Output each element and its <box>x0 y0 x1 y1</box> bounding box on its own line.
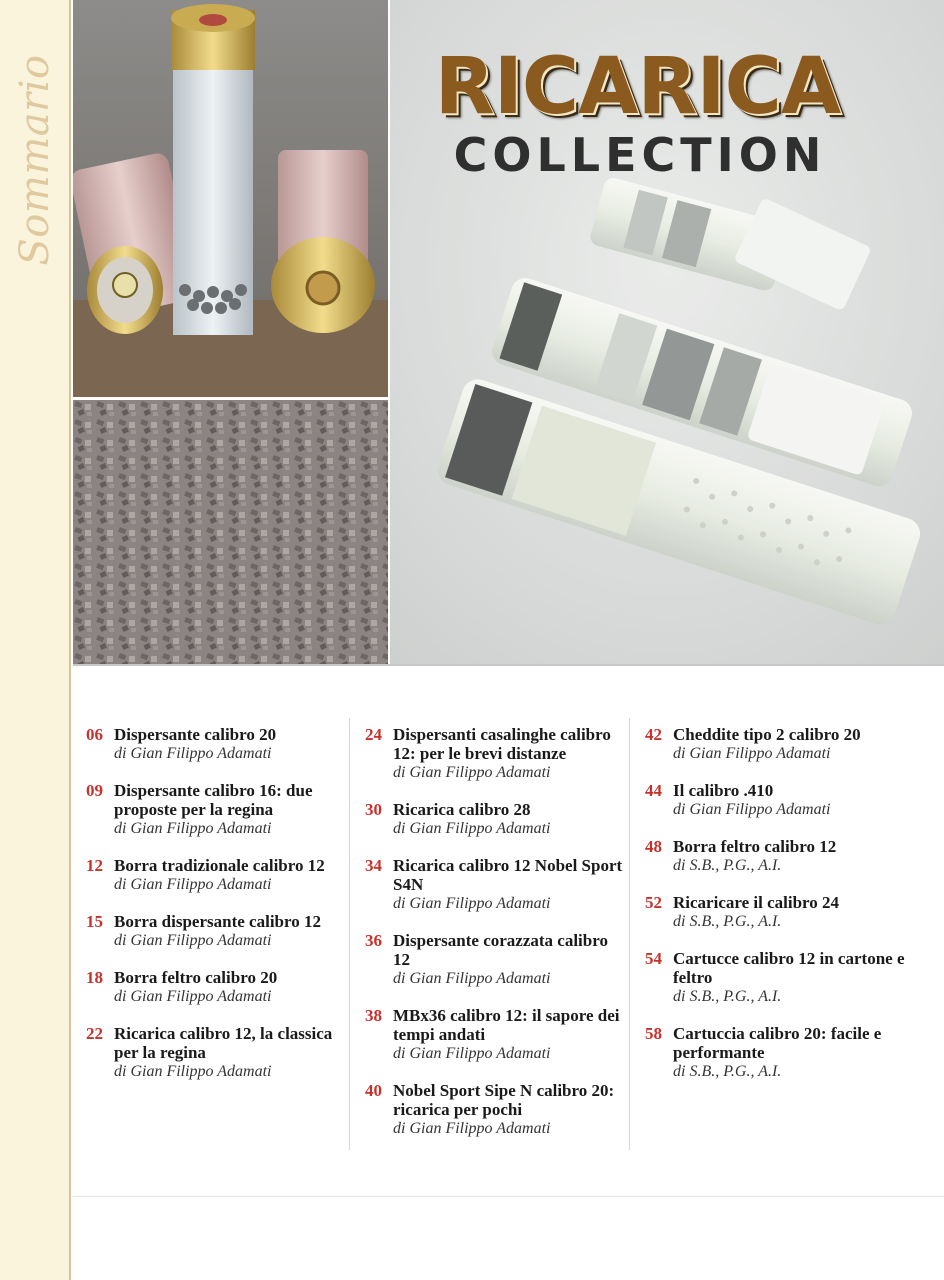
toc-entry[interactable] <box>365 725 627 782</box>
page-number: 22 <box>86 1024 103 1043</box>
toc-entry[interactable] <box>365 1006 627 1063</box>
article-author: di Gian Filippo Adamati <box>114 820 272 837</box>
page-number: 36 <box>365 931 382 950</box>
page-number: 34 <box>365 856 382 875</box>
article-author: di Gian Filippo Adamati <box>393 895 551 912</box>
page-number: 15 <box>86 912 103 931</box>
toc-entry[interactable] <box>86 781 348 838</box>
article-title: Dispersante calibro 16: due proposte per la regina <box>114 781 313 819</box>
magazine-subtitle: COLLECTION <box>453 128 827 182</box>
magazine-title: RICARICA <box>434 42 841 132</box>
toc-entry[interactable] <box>645 725 907 763</box>
page-number: 12 <box>86 856 103 875</box>
article-author: di Gian Filippo Adamati <box>673 745 831 762</box>
article-title: Cartucce calibro 12 in cartone e feltro <box>673 949 905 987</box>
toc-entry[interactable] <box>645 893 907 931</box>
toc-entry[interactable] <box>645 1024 907 1081</box>
page-number: 40 <box>365 1081 382 1100</box>
toc-column-2 <box>365 725 627 1156</box>
article-author: di Gian Filippo Adamati <box>114 745 272 762</box>
powder-photo <box>73 400 388 664</box>
article-author: di Gian Filippo Adamati <box>114 988 272 1005</box>
article-author: di Gian Filippo Adamati <box>114 1063 272 1080</box>
toc-entry[interactable] <box>365 856 627 913</box>
article-author: di Gian Filippo Adamati <box>393 764 551 781</box>
article-author: di Gian Filippo Adamati <box>114 932 272 949</box>
page-number: 42 <box>645 725 662 744</box>
column-divider <box>349 718 350 1150</box>
page-number: 44 <box>645 781 662 800</box>
page-number: 48 <box>645 837 662 856</box>
page-number: 18 <box>86 968 103 987</box>
article-title: MBx36 calibro 12: il sapore dei tempi andati <box>393 1006 620 1044</box>
article-title: Il calibro .410 <box>673 781 774 800</box>
page-number: 52 <box>645 893 662 912</box>
toc-entry[interactable] <box>86 725 348 763</box>
article-title: Cartuccia calibro 20: facile e performante <box>673 1024 882 1062</box>
article-title: Borra feltro calibro 20 <box>114 968 278 987</box>
sidebar <box>0 0 71 1280</box>
article-author: di S.B., P.G., A.I. <box>673 913 782 930</box>
article-title: Nobel Sport Sipe N calibro 20: ricarica per pochi <box>393 1081 615 1119</box>
article-title: Dispersante corazzata calibro 12 <box>393 931 608 969</box>
article-title: Ricarica calibro 28 <box>393 800 531 819</box>
toc-entry[interactable] <box>365 1081 627 1138</box>
page-number: 06 <box>86 725 103 744</box>
shells-photo <box>73 0 388 397</box>
article-title: Borra tradizionale calibro 12 <box>114 856 325 875</box>
article-author: di Gian Filippo Adamati <box>114 876 272 893</box>
footer-divider <box>73 1196 944 1197</box>
page-number: 54 <box>645 949 662 968</box>
page-number: 58 <box>645 1024 662 1043</box>
column-divider <box>629 718 630 1150</box>
toc-column-1 <box>86 725 348 1099</box>
article-title: Ricarica calibro 12, la classica per la regina <box>114 1024 333 1062</box>
toc-entry[interactable] <box>86 912 348 950</box>
article-author: di S.B., P.G., A.I. <box>673 857 782 874</box>
page-number: 30 <box>365 800 382 819</box>
toc-entry[interactable] <box>86 856 348 894</box>
toc-entry[interactable] <box>365 800 627 838</box>
article-author: di Gian Filippo Adamati <box>673 801 831 818</box>
article-author: di Gian Filippo Adamati <box>393 970 551 987</box>
section-title: Sommario <box>12 54 58 266</box>
article-author: di S.B., P.G., A.I. <box>673 988 782 1005</box>
article-title: Dispersanti casalinghe calibro 12: per le brevi distanze <box>393 725 611 763</box>
toc-entry[interactable] <box>645 781 907 819</box>
article-title: Borra dispersante calibro 12 <box>114 912 321 931</box>
article-title: Ricaricare il calibro 24 <box>673 893 840 912</box>
toc-entry[interactable] <box>86 968 348 1006</box>
toc-entry[interactable] <box>365 931 627 988</box>
article-title: Dispersante calibro 20 <box>114 725 277 744</box>
page-number: 09 <box>86 781 103 800</box>
page-number: 24 <box>365 725 382 744</box>
toc-entry[interactable] <box>645 949 907 1006</box>
section-divider <box>73 664 944 666</box>
article-author: di Gian Filippo Adamati <box>393 820 551 837</box>
toc-entry[interactable] <box>645 837 907 875</box>
article-title: Cheddite tipo 2 calibro 20 <box>673 725 861 744</box>
page-number: 38 <box>365 1006 382 1025</box>
article-title: Ricarica calibro 12 Nobel Sport S4N <box>393 856 623 894</box>
toc-column-3 <box>645 725 907 1099</box>
toc-entry[interactable] <box>86 1024 348 1081</box>
article-title: Borra feltro calibro 12 <box>673 837 837 856</box>
article-author: di Gian Filippo Adamati <box>393 1120 551 1137</box>
article-author: di S.B., P.G., A.I. <box>673 1063 782 1080</box>
article-author: di Gian Filippo Adamati <box>393 1045 551 1062</box>
